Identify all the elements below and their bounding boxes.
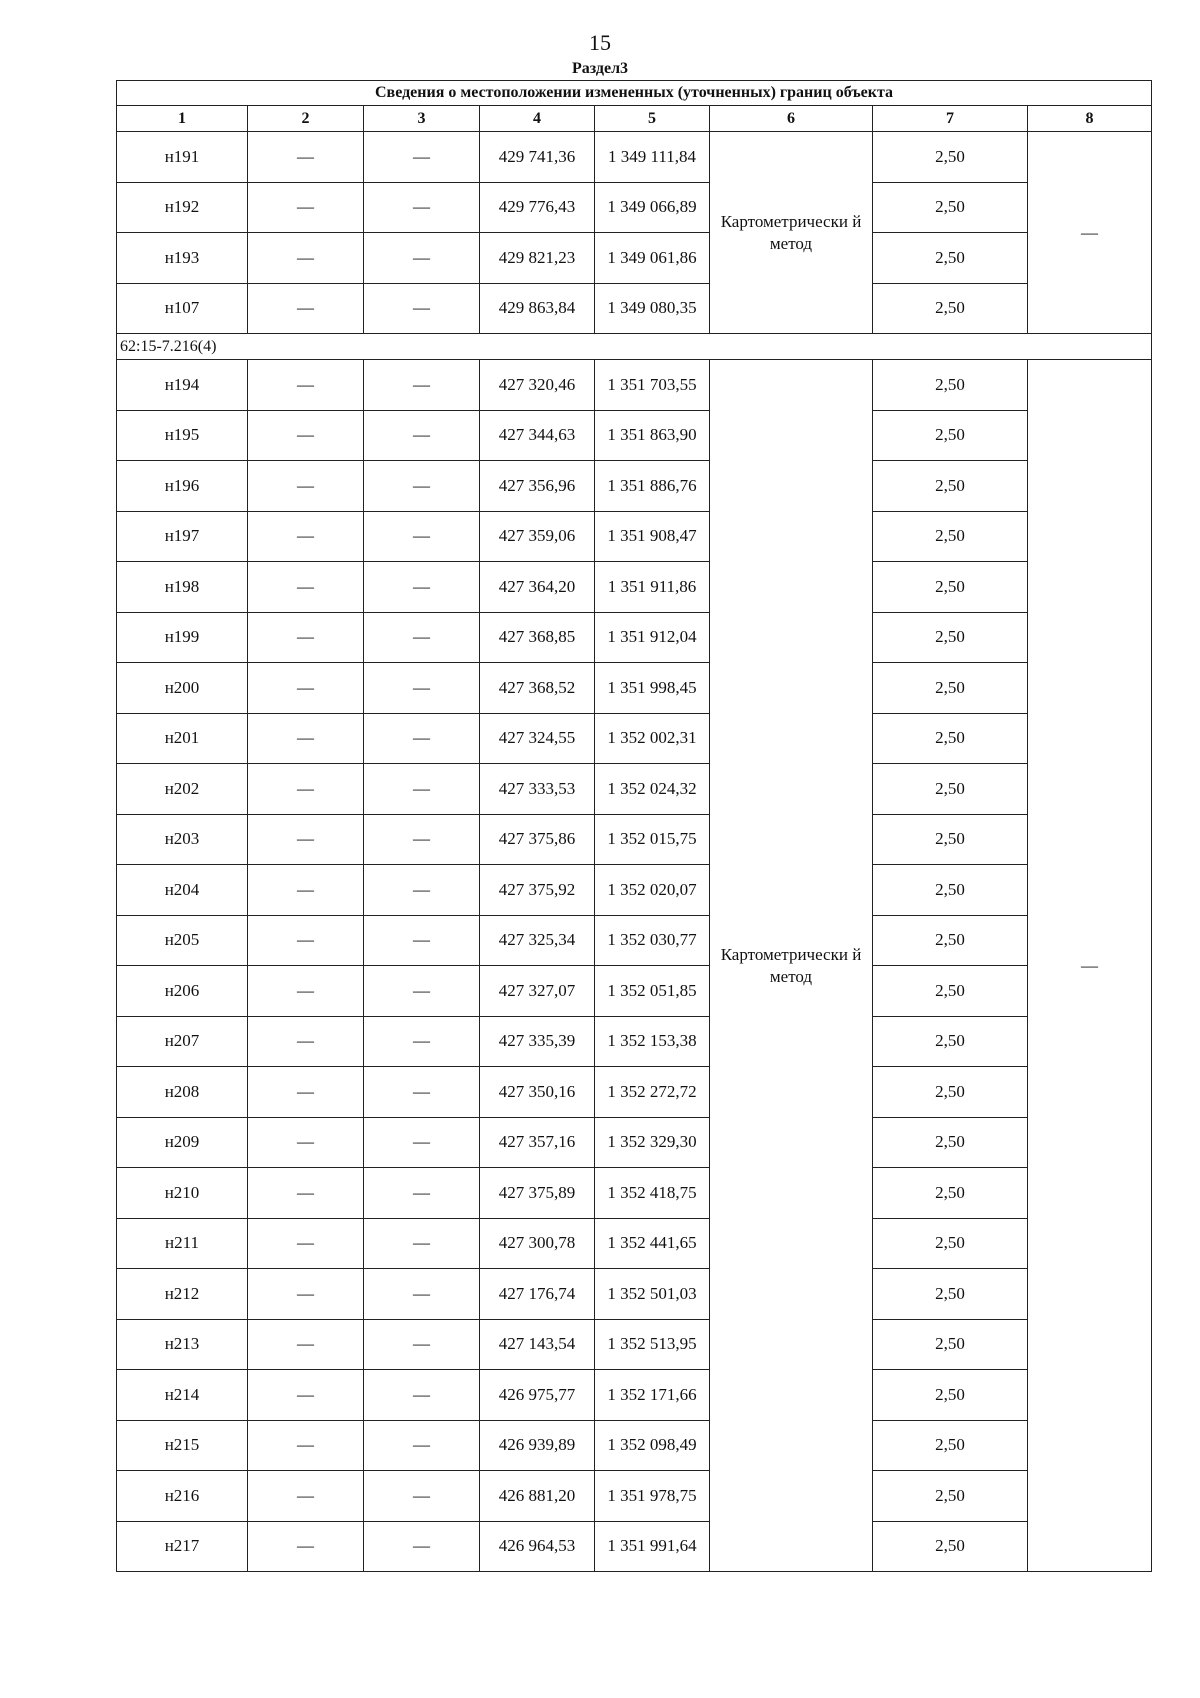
x-coordinate-cell: 429 821,23 — [480, 233, 595, 284]
col2-cell: — — [248, 1168, 364, 1219]
column-number: 2 — [248, 106, 364, 132]
col2-cell: — — [248, 1471, 364, 1522]
x-coordinate-cell: 426 975,77 — [480, 1370, 595, 1421]
col2-cell: — — [248, 132, 364, 183]
table-row — [117, 1218, 1152, 1269]
y-coordinate-cell: 1 352 002,31 — [595, 713, 710, 764]
point-cell: н205 — [117, 915, 248, 966]
point-cell: н212 — [117, 1269, 248, 1320]
point-cell: н192 — [117, 182, 248, 233]
x-coordinate-cell: 427 176,74 — [480, 1269, 595, 1320]
col3-cell: — — [364, 283, 480, 334]
table-row — [117, 1168, 1152, 1219]
y-coordinate-cell: 1 352 441,65 — [595, 1218, 710, 1269]
x-coordinate-cell: 426 939,89 — [480, 1420, 595, 1471]
table-row — [117, 182, 1152, 233]
accuracy-cell: 2,50 — [873, 1521, 1028, 1572]
x-coordinate-cell: 427 359,06 — [480, 511, 595, 562]
y-coordinate-cell: 1 352 329,30 — [595, 1117, 710, 1168]
col3-cell: — — [364, 511, 480, 562]
y-coordinate-cell: 1 351 911,86 — [595, 562, 710, 613]
table-row — [117, 1067, 1152, 1118]
y-coordinate-cell: 1 349 111,84 — [595, 132, 710, 183]
y-coordinate-cell: 1 349 080,35 — [595, 283, 710, 334]
col3-cell: — — [364, 233, 480, 284]
x-coordinate-cell: 427 324,55 — [480, 713, 595, 764]
col2-cell: — — [248, 1319, 364, 1370]
table-row — [117, 713, 1152, 764]
point-cell: н194 — [117, 360, 248, 411]
col2-cell: — — [248, 713, 364, 764]
table-row — [117, 511, 1152, 562]
accuracy-cell: 2,50 — [873, 360, 1028, 411]
y-coordinate-cell: 1 351 998,45 — [595, 663, 710, 714]
x-coordinate-cell: 427 327,07 — [480, 966, 595, 1017]
accuracy-cell: 2,50 — [873, 966, 1028, 1017]
parcel-label: 62:15-7.216(4) — [117, 334, 1152, 360]
col3-cell: — — [364, 1471, 480, 1522]
x-coordinate-cell: 426 964,53 — [480, 1521, 595, 1572]
point-cell: н198 — [117, 562, 248, 613]
col2-cell: — — [248, 360, 364, 411]
group1-body — [117, 132, 1152, 334]
point-cell: н217 — [117, 1521, 248, 1572]
y-coordinate-cell: 1 352 418,75 — [595, 1168, 710, 1219]
x-coordinate-cell: 427 335,39 — [480, 1016, 595, 1067]
x-coordinate-cell: 427 368,52 — [480, 663, 595, 714]
y-coordinate-cell: 1 352 171,66 — [595, 1370, 710, 1421]
y-coordinate-cell: 1 352 030,77 — [595, 915, 710, 966]
x-coordinate-cell: 427 333,53 — [480, 764, 595, 815]
point-cell: н213 — [117, 1319, 248, 1370]
col8-cell: — — [1028, 360, 1152, 1572]
col3-cell: — — [364, 132, 480, 183]
table-row — [117, 612, 1152, 663]
accuracy-cell: 2,50 — [873, 1471, 1028, 1522]
group2-body — [117, 360, 1152, 1572]
x-coordinate-cell: 427 368,85 — [480, 612, 595, 663]
col2-cell: — — [248, 915, 364, 966]
x-coordinate-cell: 426 881,20 — [480, 1471, 595, 1522]
col3-cell: — — [364, 562, 480, 613]
col2-cell: — — [248, 1420, 364, 1471]
col3-cell: — — [364, 1269, 480, 1320]
boundary-coordinates-table — [116, 80, 1152, 1572]
column-number: 5 — [595, 106, 710, 132]
col2-cell: — — [248, 1370, 364, 1421]
col3-cell: — — [364, 1218, 480, 1269]
point-cell: н199 — [117, 612, 248, 663]
accuracy-cell: 2,50 — [873, 1168, 1028, 1219]
table-row — [117, 233, 1152, 284]
y-coordinate-cell: 1 352 272,72 — [595, 1067, 710, 1118]
col2-cell: — — [248, 1218, 364, 1269]
point-cell: н207 — [117, 1016, 248, 1067]
table-row — [117, 132, 1152, 183]
col3-cell: — — [364, 1521, 480, 1572]
col3-cell: — — [364, 1370, 480, 1421]
col2-cell: — — [248, 1269, 364, 1320]
y-coordinate-cell: 1 351 912,04 — [595, 612, 710, 663]
x-coordinate-cell: 427 320,46 — [480, 360, 595, 411]
col2-cell: — — [248, 562, 364, 613]
table-row — [117, 1269, 1152, 1320]
table-row — [117, 915, 1152, 966]
point-cell: н201 — [117, 713, 248, 764]
y-coordinate-cell: 1 352 153,38 — [595, 1016, 710, 1067]
table-row — [117, 1016, 1152, 1067]
col3-cell: — — [364, 461, 480, 512]
table-row — [117, 1471, 1152, 1522]
page-number: 15 — [589, 30, 611, 55]
x-coordinate-cell: 427 356,96 — [480, 461, 595, 512]
y-coordinate-cell: 1 351 991,64 — [595, 1521, 710, 1572]
col2-cell: — — [248, 1521, 364, 1572]
accuracy-cell: 2,50 — [873, 132, 1028, 183]
y-coordinate-cell: 1 351 978,75 — [595, 1471, 710, 1522]
col2-cell: — — [248, 1016, 364, 1067]
col2-cell: — — [248, 1067, 364, 1118]
section-title: Раздел3 — [571, 60, 629, 77]
point-cell: н193 — [117, 233, 248, 284]
method-cell: Картометрически й метод — [710, 132, 873, 334]
x-coordinate-cell: 427 344,63 — [480, 410, 595, 461]
accuracy-cell: 2,50 — [873, 410, 1028, 461]
x-coordinate-cell: 429 863,84 — [480, 283, 595, 334]
col2-cell: — — [248, 461, 364, 512]
col2-cell: — — [248, 764, 364, 815]
y-coordinate-cell: 1 349 061,86 — [595, 233, 710, 284]
point-cell: н211 — [117, 1218, 248, 1269]
point-cell: н209 — [117, 1117, 248, 1168]
col2-cell: — — [248, 966, 364, 1017]
col2-cell: — — [248, 865, 364, 916]
col3-cell: — — [364, 915, 480, 966]
x-coordinate-cell: 427 375,86 — [480, 814, 595, 865]
point-cell: н191 — [117, 132, 248, 183]
column-number: 4 — [480, 106, 595, 132]
col2-cell: — — [248, 233, 364, 284]
col2-cell: — — [248, 663, 364, 714]
table-row — [117, 1319, 1152, 1370]
table-row — [117, 1420, 1152, 1471]
y-coordinate-cell: 1 352 051,85 — [595, 966, 710, 1017]
accuracy-cell: 2,50 — [873, 663, 1028, 714]
y-coordinate-cell: 1 351 703,55 — [595, 360, 710, 411]
table-row — [117, 814, 1152, 865]
column-number: 7 — [873, 106, 1028, 132]
table-row — [117, 764, 1152, 815]
x-coordinate-cell: 427 375,89 — [480, 1168, 595, 1219]
y-coordinate-cell: 1 351 908,47 — [595, 511, 710, 562]
accuracy-cell: 2,50 — [873, 233, 1028, 284]
x-coordinate-cell: 427 375,92 — [480, 865, 595, 916]
x-coordinate-cell: 427 325,34 — [480, 915, 595, 966]
accuracy-cell: 2,50 — [873, 1117, 1028, 1168]
accuracy-cell: 2,50 — [873, 1016, 1028, 1067]
accuracy-cell: 2,50 — [873, 1319, 1028, 1370]
col2-cell: — — [248, 410, 364, 461]
table-row — [117, 966, 1152, 1017]
col3-cell: — — [364, 865, 480, 916]
table-row — [117, 1117, 1152, 1168]
table-row — [117, 461, 1152, 512]
col3-cell: — — [364, 1319, 480, 1370]
point-cell: н202 — [117, 764, 248, 815]
col2-cell: — — [248, 814, 364, 865]
column-number: 8 — [1028, 106, 1152, 132]
y-coordinate-cell: 1 352 501,03 — [595, 1269, 710, 1320]
col3-cell: — — [364, 182, 480, 233]
col3-cell: — — [364, 713, 480, 764]
point-cell: н195 — [117, 410, 248, 461]
point-cell: н200 — [117, 663, 248, 714]
accuracy-cell: 2,50 — [873, 461, 1028, 512]
x-coordinate-cell: 427 350,16 — [480, 1067, 595, 1118]
col3-cell: — — [364, 360, 480, 411]
accuracy-cell: 2,50 — [873, 1218, 1028, 1269]
y-coordinate-cell: 1 352 024,32 — [595, 764, 710, 815]
point-cell: н196 — [117, 461, 248, 512]
col3-cell: — — [364, 764, 480, 815]
x-coordinate-cell: 429 741,36 — [480, 132, 595, 183]
x-coordinate-cell: 427 357,16 — [480, 1117, 595, 1168]
col3-cell: — — [364, 663, 480, 714]
table-row — [117, 1521, 1152, 1572]
accuracy-cell: 2,50 — [873, 764, 1028, 815]
column-number: 6 — [710, 106, 873, 132]
col3-cell: — — [364, 612, 480, 663]
accuracy-cell: 2,50 — [873, 1420, 1028, 1471]
col3-cell: — — [364, 1117, 480, 1168]
table-row — [117, 562, 1152, 613]
table-caption: Сведения о местоположении измененных (уточненных) границ объекта — [117, 81, 1152, 106]
point-cell: н208 — [117, 1067, 248, 1118]
method-cell: Картометрически й метод — [710, 360, 873, 1572]
table-row — [117, 410, 1152, 461]
table-row — [117, 283, 1152, 334]
col2-cell: — — [248, 1117, 364, 1168]
point-cell: н214 — [117, 1370, 248, 1421]
y-coordinate-cell: 1 352 020,07 — [595, 865, 710, 916]
col3-cell: — — [364, 1168, 480, 1219]
col3-cell: — — [364, 814, 480, 865]
table-row — [117, 663, 1152, 714]
col3-cell: — — [364, 1067, 480, 1118]
point-cell: н215 — [117, 1420, 248, 1471]
point-cell: н210 — [117, 1168, 248, 1219]
accuracy-cell: 2,50 — [873, 283, 1028, 334]
point-cell: н107 — [117, 283, 248, 334]
col2-cell: — — [248, 511, 364, 562]
point-cell: н203 — [117, 814, 248, 865]
accuracy-cell: 2,50 — [873, 1067, 1028, 1118]
accuracy-cell: 2,50 — [873, 1269, 1028, 1320]
x-coordinate-cell: 427 300,78 — [480, 1218, 595, 1269]
col2-cell: — — [248, 283, 364, 334]
col8-cell: — — [1028, 132, 1152, 334]
column-number: 1 — [117, 106, 248, 132]
col3-cell: — — [364, 966, 480, 1017]
point-cell: н206 — [117, 966, 248, 1017]
col2-cell: — — [248, 182, 364, 233]
table-row — [117, 1370, 1152, 1421]
y-coordinate-cell: 1 351 863,90 — [595, 410, 710, 461]
table-row — [117, 360, 1152, 411]
col3-cell: — — [364, 1420, 480, 1471]
x-coordinate-cell: 429 776,43 — [480, 182, 595, 233]
accuracy-cell: 2,50 — [873, 814, 1028, 865]
accuracy-cell: 2,50 — [873, 612, 1028, 663]
accuracy-cell: 2,50 — [873, 713, 1028, 764]
x-coordinate-cell: 427 364,20 — [480, 562, 595, 613]
x-coordinate-cell: 427 143,54 — [480, 1319, 595, 1370]
y-coordinate-cell: 1 351 886,76 — [595, 461, 710, 512]
column-number-row — [117, 106, 1152, 132]
accuracy-cell: 2,50 — [873, 865, 1028, 916]
point-cell: н204 — [117, 865, 248, 916]
accuracy-cell: 2,50 — [873, 562, 1028, 613]
col2-cell: — — [248, 612, 364, 663]
col3-cell: — — [364, 1016, 480, 1067]
accuracy-cell: 2,50 — [873, 1370, 1028, 1421]
table-row — [117, 865, 1152, 916]
y-coordinate-cell: 1 349 066,89 — [595, 182, 710, 233]
point-cell: н197 — [117, 511, 248, 562]
y-coordinate-cell: 1 352 513,95 — [595, 1319, 710, 1370]
y-coordinate-cell: 1 352 015,75 — [595, 814, 710, 865]
point-cell: н216 — [117, 1471, 248, 1522]
col3-cell: — — [364, 410, 480, 461]
y-coordinate-cell: 1 352 098,49 — [595, 1420, 710, 1471]
accuracy-cell: 2,50 — [873, 511, 1028, 562]
column-number: 3 — [364, 106, 480, 132]
accuracy-cell: 2,50 — [873, 182, 1028, 233]
accuracy-cell: 2,50 — [873, 915, 1028, 966]
